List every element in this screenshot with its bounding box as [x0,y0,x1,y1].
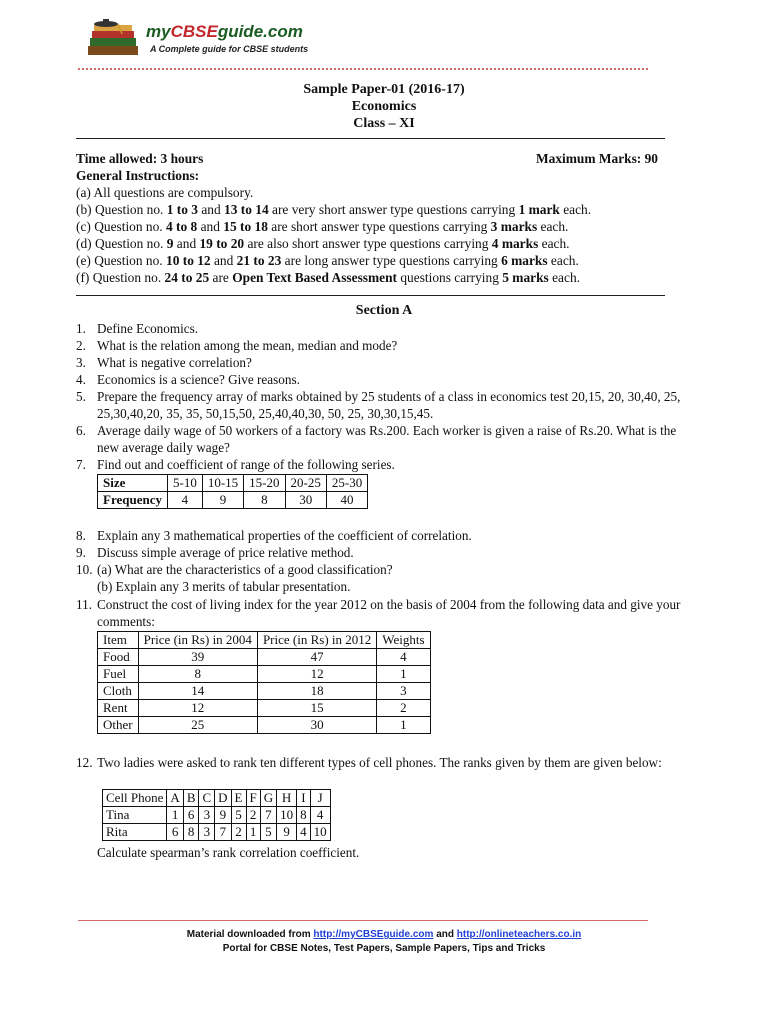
table-cell: 10-15 [202,475,243,492]
cost-of-living-table [97,631,431,734]
footer-portal: Portal for CBSE Notes, Test Papers, Sample Papers, Tips and Tricks [222,943,546,954]
table-cell: 40 [326,492,367,509]
table-cell: Price (in Rs) in 2004 [138,632,257,649]
table-cell: 8 [244,492,285,509]
question-2: 2. What is the relation among the mean, median and mode? [76,338,398,353]
table-cell: 15-20 [244,475,285,492]
table-cell: 4 [297,824,311,841]
table-cell: 18 [257,683,376,700]
table-row [98,492,368,509]
table-row [98,700,431,717]
table-cell: 3 [199,807,215,824]
table-row [98,475,368,492]
question-10b: (b) Explain any 3 merits of tabular presentation. [97,579,351,594]
table-cell: 8 [297,807,311,824]
table-cell: Rent [98,700,139,717]
table-cell: 1 [377,717,430,734]
table-cell: 15 [257,700,376,717]
table-cell: 6 [183,807,199,824]
table-cell: 2 [231,824,246,841]
table-cell: J [310,790,330,807]
paper-title: Sample Paper-01 (2016-17) [303,82,465,97]
table-cell: G [260,790,276,807]
table-cell: 4 [377,649,430,666]
table-cell: 47 [257,649,376,666]
question-8: 8. Explain any 3 mathematical properties of the coefficient of correlation. [76,528,472,543]
table-cell: 6 [167,824,183,841]
table-cell: 8 [138,666,257,683]
divider [76,138,665,139]
frequency-table [97,474,368,509]
divider [76,295,665,296]
table-cell: D [215,790,231,807]
table-cell: Rita [103,824,167,841]
question-5: 5. Prepare the frequency array of marks obtained by 25 students of a class in economics test 20,15, 20, 30,40, 25, 25,30,40,20, 35, 35, 50,15,50, 25,40,40,30, 50, 25, 30,30,15,45. [76,389,681,421]
section-title: Section A [355,303,413,318]
table-cell: 1 [246,824,260,841]
table-cell: Food [98,649,139,666]
table-cell: 9 [277,824,297,841]
instruction-d: (d) Question no. 9 and 19 to 20 are also short answer type questions carrying 4 marks each. [76,236,570,251]
footer-divider [78,920,648,921]
table-cell: 20-25 [285,475,326,492]
table-cell: Cell Phone [103,790,167,807]
table-cell: C [199,790,215,807]
table-cell: 3 [199,824,215,841]
rank-table [102,789,331,841]
question-9: 9. Discuss simple average of price relative method. [76,545,354,560]
books-icon [84,16,146,62]
time-allowed: Time allowed: 3 hours [76,151,204,166]
class-title: Class – XI [353,116,415,131]
table-cell: 14 [138,683,257,700]
table-row [98,683,431,700]
table-cell: 3 [377,683,430,700]
table-cell: 5-10 [167,475,202,492]
instruction-a: (a) All questions are compulsory. [76,185,254,200]
table-row [98,717,431,734]
table-cell: 10 [310,824,330,841]
table-cell: Frequency [98,492,168,509]
question-12-instruction: Calculate spearman’s rank correlation coefficient. [97,845,360,860]
table-cell: Other [98,717,139,734]
table-row [103,824,331,841]
table-cell: 8 [183,824,199,841]
table-cell: Tina [103,807,167,824]
tagline: A Complete guide for CBSE students [150,44,309,54]
question-1: 1. Define Economics. [76,321,199,336]
general-instructions-heading: General Instructions: [76,168,200,183]
brand-name: myCBSEguide.com [146,22,303,41]
onlineteachers-link[interactable]: http://onlineteachers.co.in [456,929,582,940]
subject-title: Economics [351,99,417,114]
instruction-f: (f) Question no. 24 to 25 are Open Text Based Assessment questions carrying 5 marks each. [76,270,580,285]
table-row [98,632,431,649]
table-cell: 2 [246,807,260,824]
table-cell: 9 [202,492,243,509]
question-12: 12. Two ladies were asked to rank ten different types of cell phones. The ranks given by them are given below: [76,755,662,770]
table-cell: 9 [215,807,231,824]
table-cell: 7 [260,807,276,824]
table-cell: 12 [257,666,376,683]
question-11: 11. Construct the cost of living index for the year 2012 on the basis of 2004 from the following data and give your comments: [76,597,681,629]
table-cell: 25-30 [326,475,367,492]
table-cell: Weights [377,632,430,649]
table-row [98,666,431,683]
table-row [103,807,331,824]
table-cell: F [246,790,260,807]
question-4: 4. Economics is a science? Give reasons. [76,372,300,387]
question-6: 6. Average daily wage of 50 workers of a factory was Rs.200. Each worker is given a raise of Rs.20. What is the new average daily wage? [76,423,677,455]
table-row [98,649,431,666]
table-cell: 25 [138,717,257,734]
instruction-b: (b) Question no. 1 to 3 and 13 to 14 are very short answer type questions carrying 1 mark each. [76,202,592,217]
table-cell: 2 [377,700,430,717]
table-cell: B [183,790,199,807]
table-cell: 7 [215,824,231,841]
table-cell: 4 [167,492,202,509]
table-cell: Price (in Rs) in 2012 [257,632,376,649]
table-cell: 12 [138,700,257,717]
table-cell: I [297,790,311,807]
table-cell: 30 [257,717,376,734]
table-cell: 4 [310,807,330,824]
question-3: 3. What is negative correlation? [76,355,252,370]
table-cell: Cloth [98,683,139,700]
table-row [103,790,331,807]
instruction-c: (c) Question no. 4 to 8 and 15 to 18 are short answer type questions carrying 3 marks each. [76,219,569,234]
table-cell: 1 [377,666,430,683]
table-cell: 5 [231,807,246,824]
question-7: 7. Find out and coefficient of range of the following series. [76,457,395,472]
table-cell: Fuel [98,666,139,683]
table-cell: Item [98,632,139,649]
table-cell: H [277,790,297,807]
question-10a: 10. (a) What are the characteristics of a good classification? [76,562,393,577]
table-cell: A [167,790,183,807]
table-cell: 30 [285,492,326,509]
table-cell: 10 [277,807,297,824]
maximum-marks: Maximum Marks: 90 [536,151,658,166]
table-cell: 5 [260,824,276,841]
table-cell: E [231,790,246,807]
footer-source: Material downloaded from http://myCBSEguide.com and http://onlineteachers.co.in [186,929,582,940]
header-divider [78,68,648,70]
table-cell: 39 [138,649,257,666]
table-cell: 1 [167,807,183,824]
table-cell: Size [98,475,168,492]
mycbseguide-link[interactable]: http://myCBSEguide.com [313,929,434,940]
instruction-e: (e) Question no. 10 to 12 and 21 to 23 are long answer type questions carrying 6 marks each. [76,253,579,268]
